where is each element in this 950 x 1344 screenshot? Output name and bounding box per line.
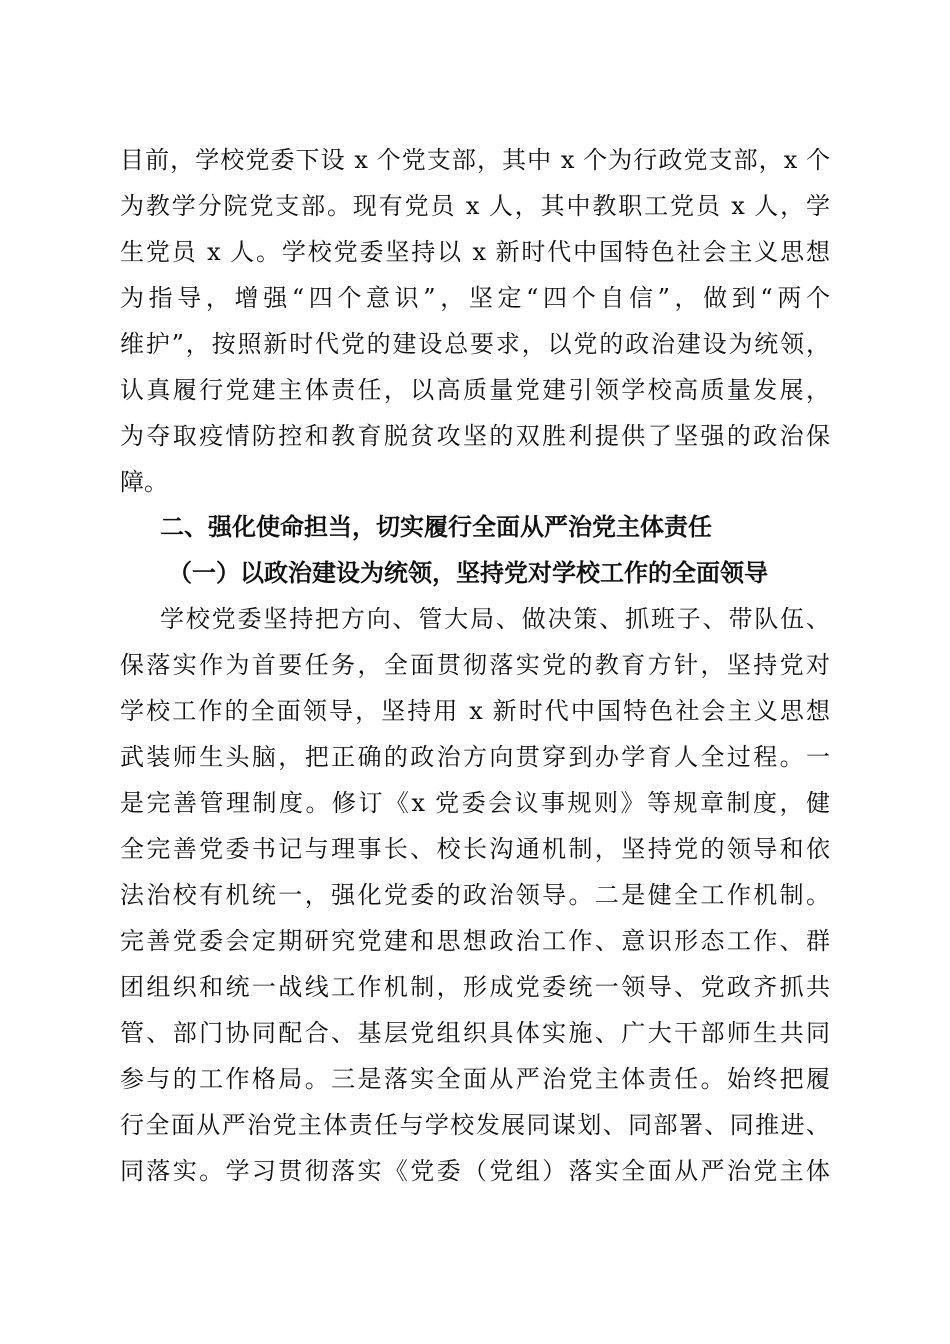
body-text-line: 为指导，增强“四个意识”，坚定“四个自信”，做到“两个 xyxy=(120,284,830,312)
body-text-line: 维护”，按照新时代党的建设总要求，以党的政治建设为统领， xyxy=(120,330,830,358)
section-heading: 二、强化使命担当，切实履行全面从严治党主体责任 xyxy=(160,513,712,541)
body-text-line: 管、部门协同配合、基层党组织具体实施、广大干部师生共同 xyxy=(120,1019,830,1047)
body-text-line: 团组织和统一战线工作机制，形成党委统一领导、党政齐抓共 xyxy=(120,973,830,1001)
body-text-line: 学校工作的全面领导，坚持用 x 新时代中国特色社会主义思想 xyxy=(120,697,830,725)
body-text-line: 为教学分院党支部。现有党员 x 人，其中教职工党员 x 人，学 xyxy=(120,192,830,220)
subsection-heading: （一）以政治建设为统领，坚持党对学校工作的全面领导 xyxy=(168,558,768,587)
body-text-line: 同落实。学习贯彻落实《党委（党组）落实全面从严治党主体 xyxy=(120,1157,830,1185)
body-text-line: 学校党委坚持把方向、管大局、做决策、抓班子、带队伍、 xyxy=(160,605,830,633)
body-text-line: 生党员 x 人。学校党委坚持以 x 新时代中国特色社会主义思想 xyxy=(120,238,830,266)
body-text-line: 认真履行党建主体责任，以高质量党建引领学校高质量发展， xyxy=(120,376,830,404)
body-text-line: 是完善管理制度。修订《x 党委会议事规则》等规章制度，健 xyxy=(120,789,830,817)
body-text-line: 参与的工作格局。三是落实全面从严治党主体责任。始终把履 xyxy=(120,1065,830,1093)
body-text-line: 武装师生头脑，把正确的政治方向贯穿到办学育人全过程。一 xyxy=(120,743,830,771)
body-text-line: 目前，学校党委下设 x 个党支部，其中 x 个为行政党支部，x 个 xyxy=(120,146,830,174)
body-text-line: 完善党委会定期研究党建和思想政治工作、意识形态工作、群 xyxy=(120,927,830,955)
body-text-line: 全完善党委书记与理事长、校长沟通机制，坚持党的领导和依 xyxy=(120,835,830,863)
body-text-line: 为夺取疫情防控和教育脱贫攻坚的双胜利提供了坚强的政治保 xyxy=(120,422,830,450)
body-text-line: 保落实作为首要任务，全面贯彻落实党的教育方针，坚持党对 xyxy=(120,651,830,679)
body-text-line: 障。 xyxy=(120,468,168,496)
body-text-line: 法治校有机统一，强化党委的政治领导。二是健全工作机制。 xyxy=(120,881,830,909)
body-text-line: 行全面从严治党主体责任与学校发展同谋划、同部署、同推进、 xyxy=(120,1111,830,1139)
